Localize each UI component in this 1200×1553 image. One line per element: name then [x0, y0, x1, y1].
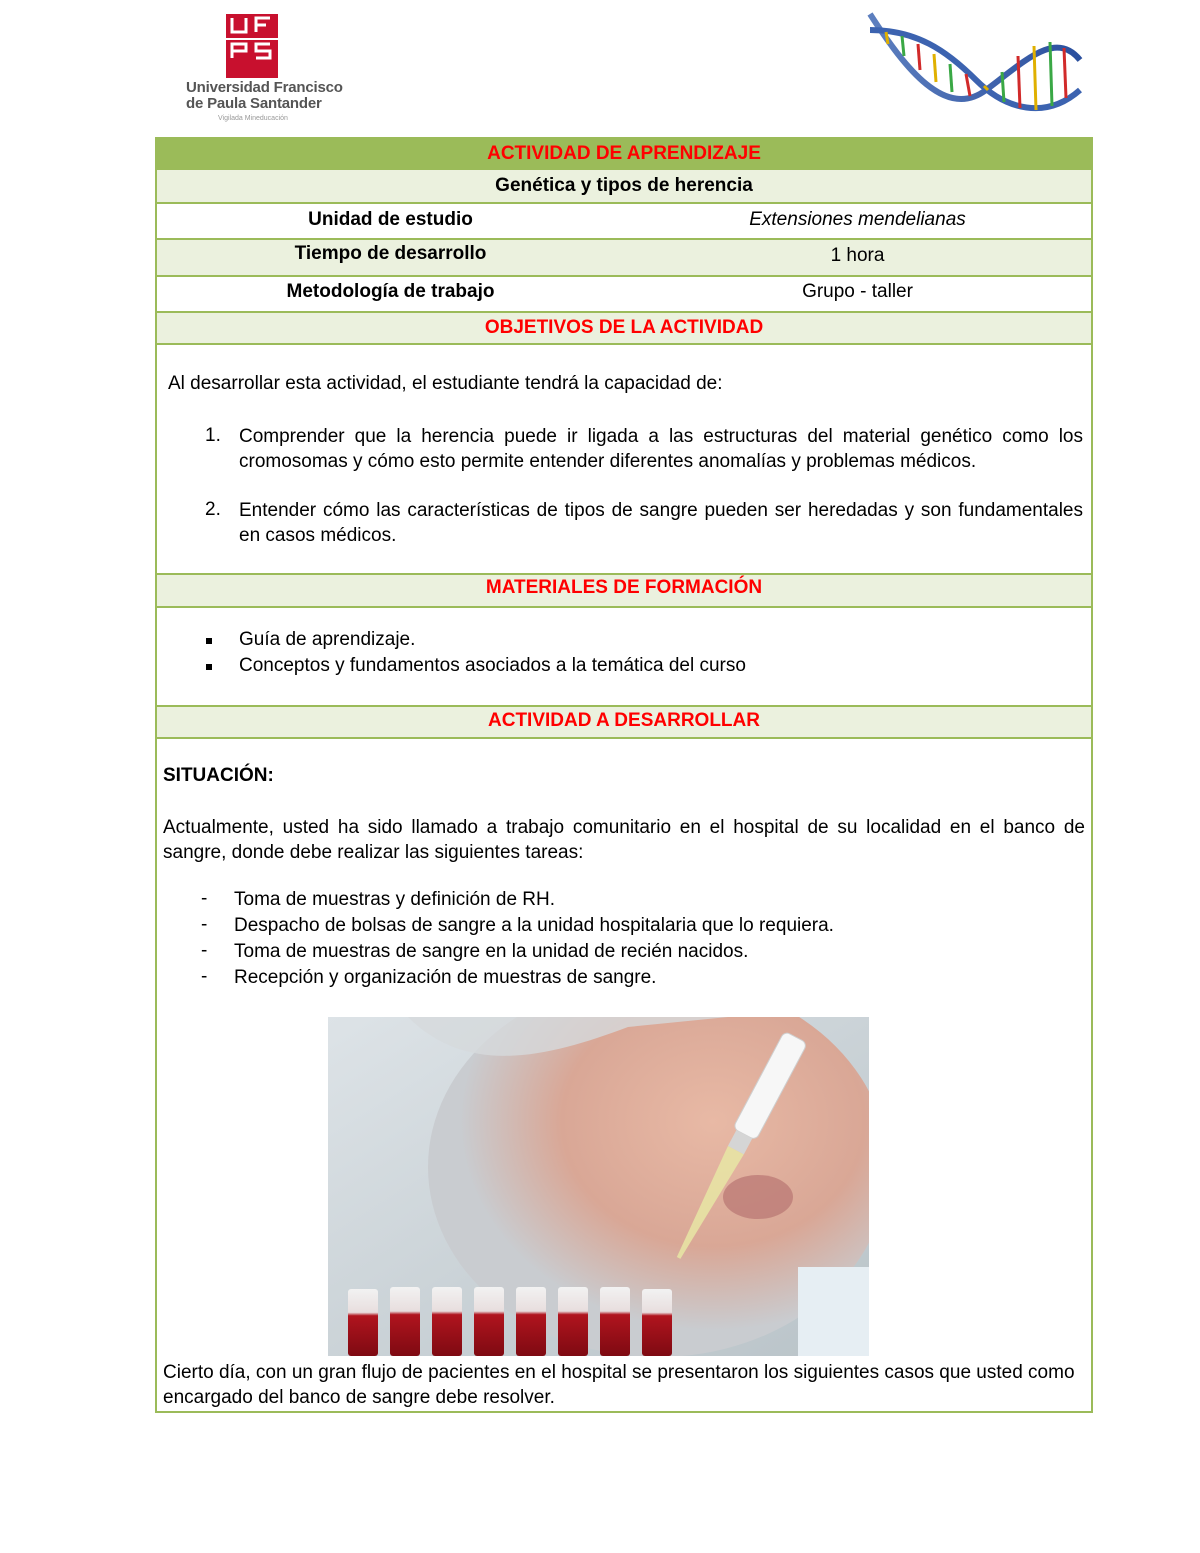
- task-item: Toma de muestras y definición de RH.: [234, 889, 556, 910]
- info-row-method: [157, 277, 1091, 313]
- task-item: Despacho de bolsas de sangre a la unidad hospitalaria que lo requiera.: [234, 915, 834, 936]
- time-value: 1 hora: [830, 245, 885, 266]
- bullet-icon: [206, 664, 212, 670]
- objectives-header-row: [157, 313, 1091, 345]
- develop-header-row: [157, 707, 1091, 739]
- lab-photo: [328, 1017, 869, 1356]
- university-name: [186, 80, 343, 112]
- unit-label: Unidad de estudio: [308, 209, 473, 230]
- objectives-body: [157, 345, 1091, 575]
- activity-title: ACTIVIDAD DE APRENDIZAJE: [487, 143, 761, 164]
- dash-bullet: -: [201, 914, 208, 935]
- objective-number: 2.: [205, 499, 221, 520]
- objective-item: Comprender que la herencia puede ir ligada a las estructuras del material genético como los cromosomas y cómo esto permite entender diferentes anomalías y problemas médicos.: [239, 426, 1083, 472]
- lab-photo-illustration: [328, 1017, 869, 1356]
- situation-text: Actualmente, usted ha sido llamado a trabajo comunitario en el hospital de su localidad en el banco de sangre, donde debe realizar las siguientes tareas:: [163, 817, 1085, 863]
- dash-bullet: -: [201, 966, 208, 987]
- develop-body: [157, 739, 1091, 1411]
- dash-bullet: -: [201, 940, 208, 961]
- materials-header-row: [157, 575, 1091, 608]
- closing-text: Cierto día, con un gran flujo de pacientes en el hospital se presentaron los siguientes casos que usted como encargado del banco de sangre debe resolver.: [163, 1362, 1075, 1408]
- dna-helix-image: [866, 10, 1084, 126]
- ufps-logo-mark: [226, 14, 278, 78]
- material-item: Conceptos y fundamentos asociados a la temática del curso: [239, 655, 746, 676]
- develop-title: ACTIVIDAD A DESARROLLAR: [488, 710, 760, 731]
- activity-sheet: [155, 137, 1093, 1413]
- university-name-line2: de Paula Santander: [186, 95, 322, 112]
- task-item: Recepción y organización de muestras de sangre.: [234, 967, 657, 988]
- university-logo: [186, 14, 346, 124]
- info-row-time: [157, 240, 1091, 277]
- method-label: Metodología de trabajo: [286, 281, 495, 302]
- time-label: Tiempo de desarrollo: [294, 243, 487, 264]
- activity-title-row: [157, 139, 1091, 170]
- situation-label: SITUACIÓN:: [163, 765, 274, 786]
- unit-value: Extensiones mendelianas: [749, 209, 966, 230]
- bullet-icon: [206, 638, 212, 644]
- objectives-intro: Al desarrollar esta actividad, el estudiante tendrá la capacidad de:: [168, 373, 723, 394]
- task-item: Toma de muestras de sangre en la unidad de recién nacidos.: [234, 941, 749, 962]
- info-row-unit: [157, 204, 1091, 240]
- material-item: Guía de aprendizaje.: [239, 629, 416, 650]
- subtitle-row: [157, 170, 1091, 204]
- objective-number: 1.: [205, 425, 221, 446]
- materials-body: [157, 608, 1091, 707]
- materials-title: MATERIALES DE FORMACIÓN: [485, 577, 763, 598]
- university-name-line1: Universidad Francisco: [186, 79, 343, 96]
- objective-item: Entender cómo las características de tipos de sangre pueden ser heredadas y son fundamentales en casos médicos.: [239, 500, 1083, 546]
- university-motto: Vigilada Mineducación: [218, 115, 288, 122]
- objectives-title: OBJETIVOS DE LA ACTIVIDAD: [484, 317, 764, 338]
- activity-subtitle: Genética y tipos de herencia: [495, 175, 753, 196]
- dash-bullet: -: [201, 888, 208, 909]
- method-value: Grupo - taller: [802, 281, 913, 302]
